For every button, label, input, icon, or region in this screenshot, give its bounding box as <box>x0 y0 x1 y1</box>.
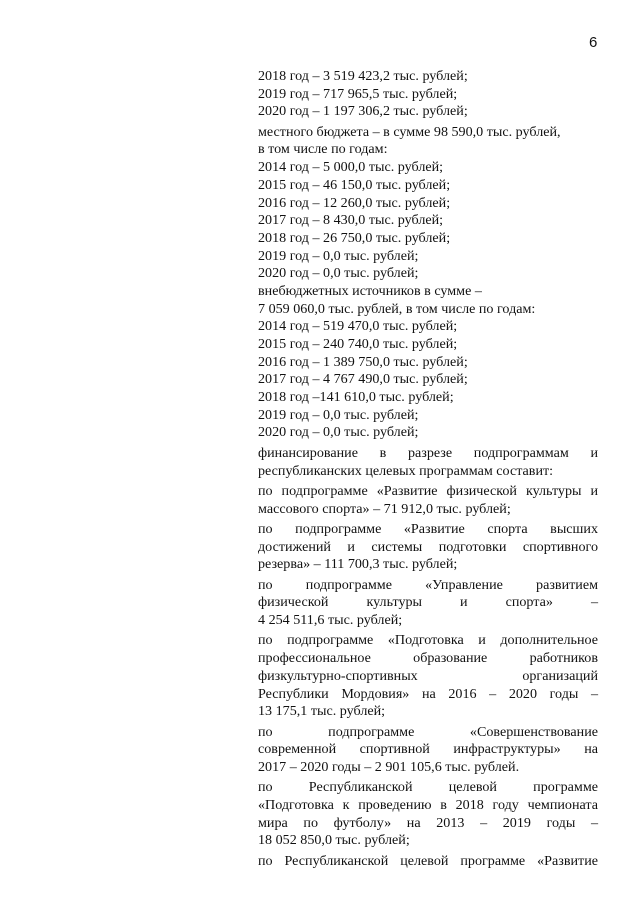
page-number: 6 <box>589 34 598 51</box>
text-line: 2015 год – 240 740,0 тыс. рублей; <box>258 336 458 352</box>
text-line: массового спорта» – 71 912,0 тыс. рублей; <box>258 500 511 517</box>
text-line: по подпрограмме «Совершенствование <box>258 723 598 740</box>
text-line: местного бюджета – в сумме 98 590,0 тыс. рублей, <box>258 123 561 140</box>
document-text-column <box>258 68 598 870</box>
text-line: внебюджетных источников в сумме – <box>258 282 482 299</box>
text-line: 2020 год – 0,0 тыс. рублей; <box>258 424 419 441</box>
text-line: современной спортивной инфраструктуры» на <box>258 741 598 758</box>
text-line: 2017 – 2020 годы – 2 901 105,6 тыс. рублей. <box>258 758 520 775</box>
text-line: 2019 год – 0,0 тыс. рублей; <box>258 406 419 423</box>
text-line: 2018 год – 26 750,0 тыс. рублей; <box>258 229 451 246</box>
text-line: 2019 год – 0,0 тыс. рублей; <box>258 247 419 264</box>
text-line: республиканских целевых программам составит: <box>258 462 554 479</box>
text-line: финансирование в разрезе подпрограммам и <box>258 444 598 461</box>
text-line: в том числе по годам: <box>258 141 388 158</box>
text-line: 2020 год – 0,0 тыс. рублей; <box>258 265 419 282</box>
text-line: 2014 год – 5 000,0 тыс. рублей; <box>258 159 444 176</box>
text-line: достижений и системы подготовки спортивного <box>258 538 598 555</box>
text-line: резерва» – 111 700,3 тыс. рублей; <box>258 556 458 573</box>
text-line: 2015 год – 46 150,0 тыс. рублей; <box>258 176 451 193</box>
text-line: 4 254 511,6 тыс. рублей; <box>258 612 403 629</box>
text-line: Республики Мордовия» на 2016 – 2020 годы – <box>258 685 598 702</box>
text-line: мира по футболу» на 2013 – 2019 годы – <box>258 814 598 831</box>
text-line: 2020 год – 1 197 306,2 тыс. рублей; <box>258 103 468 120</box>
text-line: 2019 год – 717 965,5 тыс. рублей; <box>258 85 458 102</box>
text-line: по подпрограмме «Подготовка и дополнительное <box>258 632 598 649</box>
text-line: 2017 год – 8 430,0 тыс. рублей; <box>258 212 444 229</box>
text-line: 2018 год –141 610,0 тыс. рублей; <box>258 389 454 406</box>
text-line: физической культуры и спорта» – <box>258 594 598 611</box>
text-line: 2016 год – 1 389 750,0 тыс. рублей; <box>258 353 468 370</box>
text-line: 7 059 060,0 тыс. рублей, в том числе по годам: <box>258 300 536 317</box>
text-line: 2017 год – 4 767 490,0 тыс. рублей; <box>258 371 468 388</box>
text-line: по подпрограмме «Развитие физической культуры и <box>258 482 598 499</box>
text-line: 13 175,1 тыс. рублей; <box>258 703 386 720</box>
text-line: «Подготовка к проведению в 2018 году чемпионата <box>258 797 598 813</box>
text-line: профессиональное образование работников <box>258 650 598 667</box>
text-line: 18 052 850,0 тыс. рублей; <box>258 832 410 849</box>
text-line: по Республиканской целевой программе <box>258 779 598 796</box>
text-line: 2014 год – 519 470,0 тыс. рублей; <box>258 318 458 335</box>
text-line: физкультурно-спортивных организаций <box>258 667 598 684</box>
text-line: по подпрограмме «Управление развитием <box>258 576 598 593</box>
text-line: 2016 год – 12 260,0 тыс. рублей; <box>258 194 451 211</box>
text-line: 2018 год – 3 519 423,2 тыс. рублей; <box>258 68 468 84</box>
text-line: по Республиканской целевой программе «Развитие <box>258 852 598 869</box>
text-line: по подпрограмме «Развитие спорта высших <box>258 520 598 537</box>
